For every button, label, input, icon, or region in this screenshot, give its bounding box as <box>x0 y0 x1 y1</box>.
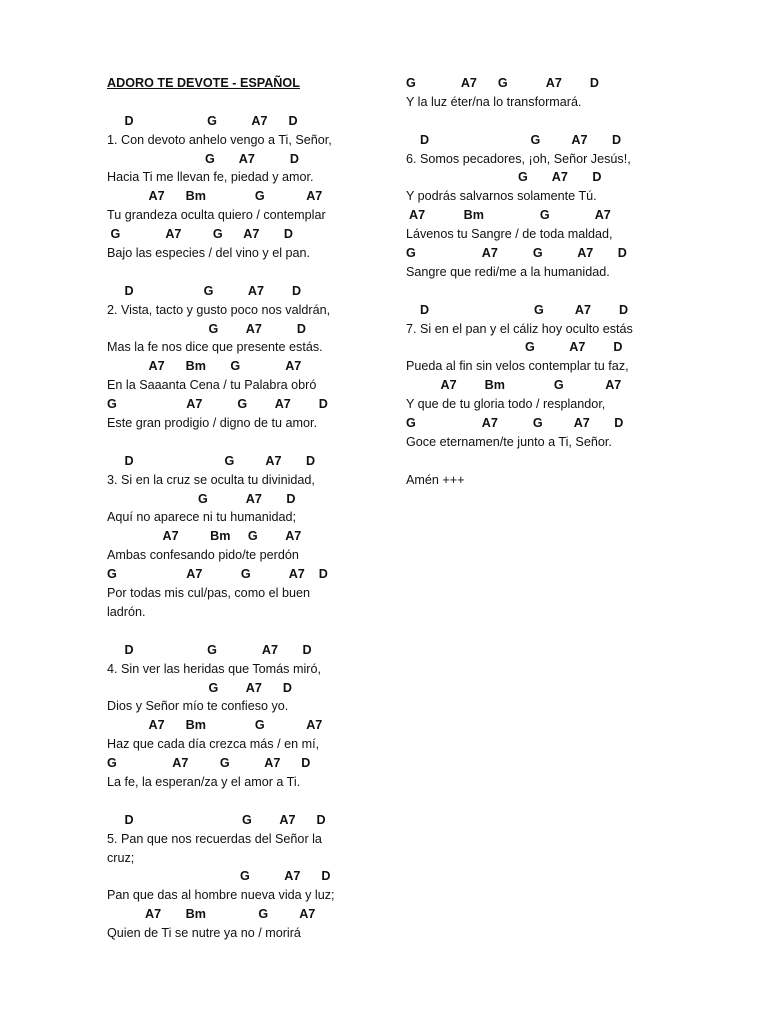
chord-line: G A7 D <box>406 170 602 185</box>
blank-line <box>107 433 377 452</box>
lyric-line: Aquí no aparece ni tu humanidad; <box>107 510 297 525</box>
chord-line: G A7 G A7 D <box>406 246 627 261</box>
blank-line <box>107 622 377 641</box>
chord-line: G A7 D <box>107 869 331 884</box>
chord-line: G A7 D <box>406 340 623 355</box>
lyric-line: Goce eternamen/te junto a Ti, Señor. <box>406 434 612 449</box>
blank-line <box>406 282 706 301</box>
chord-line: D G A7 D <box>107 453 316 468</box>
lyric-line: Hacia Ti me llevan fe, piedad y amor. <box>107 170 314 185</box>
lyric-line: 1. Con devoto anhelo vengo a Ti, Señor, <box>107 132 332 147</box>
chord-line: D G A7 D <box>107 642 312 657</box>
chord-line: G A7 G A7 D <box>107 756 311 771</box>
lyric-line: ladrón. <box>107 604 146 619</box>
lyric-line: 6. Somos pecadores, ¡oh, Señor Jesús!, <box>406 151 631 166</box>
song-title: ADORO TE DEVOTE - ESPAÑOL <box>107 76 300 90</box>
chord-line: D G A7 D <box>107 283 302 298</box>
blank-line <box>107 263 377 282</box>
lyric-line: Lávenos tu Sangre / de toda maldad, <box>406 227 613 242</box>
chord-line: A7 Bm G A7 <box>107 359 302 374</box>
chord-line: D G A7 D <box>107 812 326 827</box>
lyric-line: Y la luz éter/na lo transformará. <box>406 94 582 109</box>
left-column <box>107 74 377 943</box>
lyric-line: Bajo las especies / del vino y el pan. <box>107 246 311 261</box>
chord-line: A7 Bm G A7 <box>406 208 611 223</box>
lyric-line: 7. Si en el pan y el cáliz hoy oculto estás <box>406 321 633 336</box>
lyric-line: En la Saaanta Cena / tu Palabra obró <box>107 378 317 393</box>
lyric-line: cruz; <box>107 850 135 865</box>
blank-line <box>406 112 706 131</box>
chord-line: G A7 D <box>107 680 292 695</box>
lyric-line: Y que de tu gloria todo / resplandor, <box>406 397 606 412</box>
lyric-line: Haz que cada día crezca más / en mí, <box>107 737 320 752</box>
lyric-line: 4. Sin ver las heridas que Tomás miró, <box>107 661 321 676</box>
lyric-line: Y podrás salvarnos solamente Tú. <box>406 189 597 204</box>
chord-line: G A7 G A7 D <box>406 416 624 431</box>
right-column <box>406 74 706 490</box>
chord-line: A7 Bm G A7 <box>107 529 302 544</box>
chord-line: G A7 D <box>107 321 306 336</box>
lyric-line: Dios y Señor mío te confieso yo. <box>107 699 289 714</box>
chord-line: A7 Bm G A7 <box>107 718 323 733</box>
lyric-line: Por todas mis cul/pas, como el buen <box>107 586 311 601</box>
chord-line: G A7 G A7 D <box>107 567 328 582</box>
lyric-line: Este gran prodigio / digno de tu amor. <box>107 416 318 431</box>
lyric-line: Tu grandeza oculta quiero / contemplar <box>107 208 326 223</box>
chord-line: G A7 G A7 D <box>107 227 293 242</box>
lyric-line: 3. Si en la cruz se oculta tu divinidad, <box>107 472 315 487</box>
chord-line: D G A7 D <box>406 302 629 317</box>
lyric-line: 2. Vista, tacto y gusto poco nos valdrán, <box>107 302 331 317</box>
lyric-line: Pan que das al hombre nueva vida y luz; <box>107 888 335 903</box>
lyric-line: Sangre que redi/me a la humanidad. <box>406 264 610 279</box>
title-spacer <box>107 93 377 112</box>
blank-line <box>107 792 377 811</box>
lyric-line: Amén +++ <box>406 472 465 487</box>
lyric-line: 5. Pan que nos recuerdas del Señor la <box>107 831 322 846</box>
chord-line: G A7 G A7 D <box>406 76 599 90</box>
chord-line: G A7 G A7 D <box>107 397 328 412</box>
chord-line: A7 Bm G A7 <box>107 907 316 922</box>
lyric-line: Quien de Ti se nutre ya no / morirá <box>107 926 301 941</box>
chord-line: D G A7 D <box>107 113 298 128</box>
blank-line <box>406 452 706 471</box>
lyric-line: Ambas confesando pido/te perdón <box>107 548 299 563</box>
chord-line: G A7 D <box>107 151 299 166</box>
chord-line: G A7 D <box>107 491 296 506</box>
chord-line: A7 Bm G A7 <box>107 189 323 204</box>
lyric-line: La fe, la esperan/za y el amor a Ti. <box>107 774 301 789</box>
chord-line: D G A7 D <box>406 132 622 147</box>
lyric-line: Pueda al fin sin velos contemplar tu faz, <box>406 359 629 374</box>
lyric-line: Mas la fe nos dice que presente estás. <box>107 340 323 355</box>
chord-line: A7 Bm G A7 <box>406 378 622 393</box>
